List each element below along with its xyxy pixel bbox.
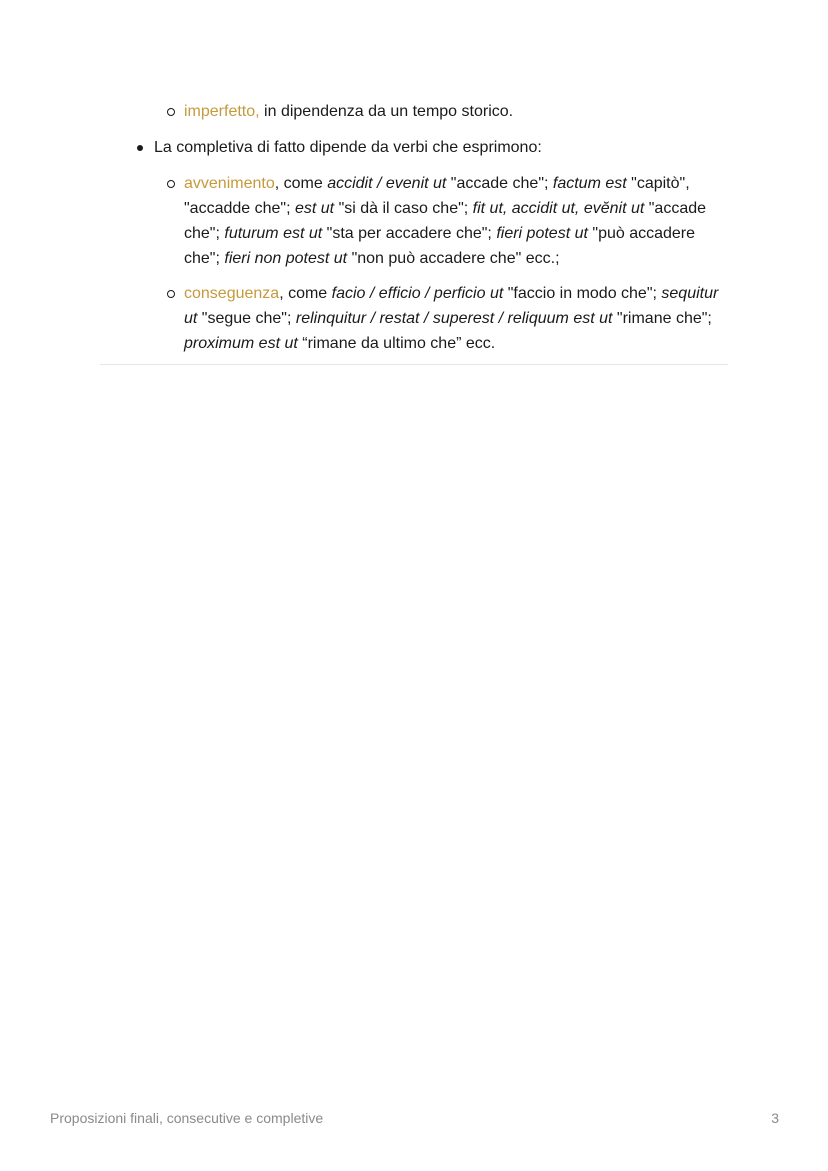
disc-bullet-icon	[137, 145, 143, 151]
latin-phrase: fieri potest ut	[496, 225, 588, 242]
text-segment: , come	[279, 285, 332, 302]
text-segment: "si dà il caso che";	[334, 200, 473, 217]
text-segment: "accade che";	[184, 200, 707, 242]
text-segment: "rimane che";	[612, 310, 712, 327]
highlight-term: avvenimento	[184, 175, 275, 192]
footer-title: Proposizioni finali, consecutive e completive	[50, 1110, 324, 1126]
circle-bullet-icon	[167, 108, 175, 116]
text-segment: "faccio in modo che";	[503, 285, 662, 302]
list-item-completiva	[100, 135, 728, 160]
highlight-term: conseguenza	[184, 285, 280, 302]
sub-list-item-avvenimento	[100, 171, 728, 271]
text-segment: "segue che";	[197, 310, 296, 327]
latin-phrase: relinquitur / restat / superest / reliquum est ut	[295, 310, 613, 327]
circle-bullet-icon	[167, 290, 175, 298]
latin-phrase: factum est	[552, 175, 627, 192]
section-divider	[100, 364, 728, 365]
latin-phrase: facio / efficio / perficio ut	[331, 285, 504, 302]
page-number: 3	[771, 1110, 779, 1126]
latin-phrase: sequitur ut	[184, 285, 719, 327]
text-segment: “rimane da ultimo che” ecc.	[297, 335, 496, 352]
latin-phrase: proximum est ut	[184, 335, 298, 352]
sub-list-item-conseguenza	[100, 281, 728, 356]
latin-phrase: fieri non potest ut	[224, 250, 348, 267]
latin-phrase: accidit / evenit ut	[327, 175, 447, 192]
item-text: La completiva di fatto dipende da verbi che esprimono:	[154, 139, 542, 156]
text-segment: "sta per accadere che";	[322, 225, 497, 242]
text-segment: "può accadere che";	[184, 225, 696, 267]
text-segment: , come	[274, 175, 328, 192]
latin-phrase: fit ut, accidit ut, evĕnit ut	[472, 200, 645, 217]
sub-list-item-imperfetto	[100, 99, 728, 124]
latin-phrase: est ut	[294, 200, 335, 217]
circle-bullet-icon	[167, 180, 175, 188]
text-segment: "non può accadere che" ecc.;	[347, 250, 560, 267]
latin-phrase: futurum est ut	[224, 225, 323, 242]
document-body	[100, 96, 728, 356]
highlight-term: imperfetto,	[184, 103, 260, 120]
text-segment: "accade che";	[446, 175, 553, 192]
item-text: in dipendenza da un tempo storico.	[259, 103, 514, 120]
text-segment: "capitò", "accadde che";	[184, 175, 690, 217]
